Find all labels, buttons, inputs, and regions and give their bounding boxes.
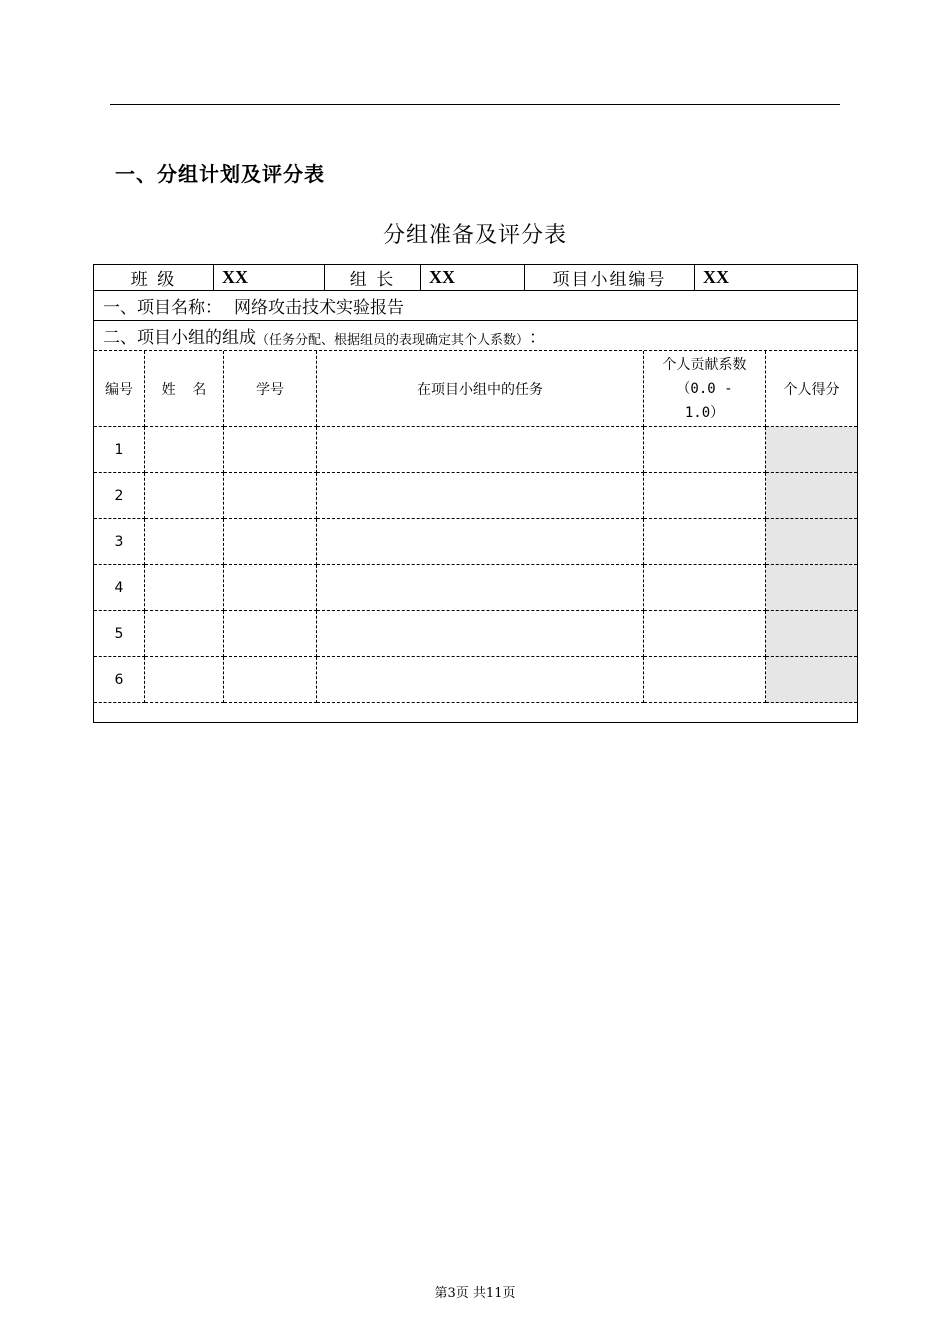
group-composition-line [103,321,546,350]
class-label: 班 级 [94,265,214,290]
score-cell[interactable] [766,611,857,657]
task-cell[interactable] [317,611,644,657]
info-row [94,265,857,291]
name-cell[interactable] [145,427,224,473]
group-composition-note: （任务分配、根据组员的表现确定其个人系数） [256,332,530,348]
coefficient-cell[interactable] [644,565,766,611]
leader-label: 组 长 [325,265,421,290]
group-no-label: 项目小组编号 [525,265,695,290]
col-header-no: 编号 [94,351,145,427]
col-header-task: 在项目小组中的任务 [317,351,644,427]
col-header-coefficient [644,351,766,427]
member-table [94,351,857,703]
group-composition-row [94,321,857,351]
task-cell[interactable] [317,473,644,519]
project-name-line [103,291,404,320]
group-composition-colon: ： [529,328,547,348]
name-cell[interactable] [145,657,224,703]
coefficient-cell[interactable] [644,657,766,703]
student-id-cell[interactable] [224,611,317,657]
header-rule [110,104,840,105]
col-header-student-id: 学号 [224,351,317,427]
score-cell[interactable] [766,565,857,611]
group-composition-label: 二、项目小组的组成 [103,328,256,348]
row-number: 6 [94,657,145,703]
project-name-row [94,291,857,321]
col-header-coefficient-line2: （0.0 - [676,380,733,397]
coefficient-cell[interactable] [644,519,766,565]
score-cell[interactable] [766,427,857,473]
score-cell[interactable] [766,657,857,703]
page-footer: 第3页 共11页 [434,1286,516,1301]
project-name-value[interactable]: 网络攻击技术实验报告 [234,298,404,318]
row-number: 1 [94,427,145,473]
task-cell[interactable] [317,427,644,473]
student-id-cell[interactable] [224,519,317,565]
score-cell[interactable] [766,519,857,565]
row-number: 5 [94,611,145,657]
name-cell[interactable] [145,611,224,657]
class-value[interactable]: XX [214,265,325,290]
table-title: 分组准备及评分表 [382,223,567,248]
leader-value[interactable]: XX [421,265,525,290]
row-number: 3 [94,519,145,565]
col-header-coefficient-line1: 个人贡献系数 [662,356,747,373]
col-header-name: 姓 名 [145,351,224,427]
student-id-cell[interactable] [224,657,317,703]
student-id-cell[interactable] [224,473,317,519]
row-number: 2 [94,473,145,519]
name-cell[interactable] [145,565,224,611]
name-cell[interactable] [145,473,224,519]
coefficient-cell[interactable] [644,611,766,657]
task-cell[interactable] [317,657,644,703]
task-cell[interactable] [317,519,644,565]
score-cell[interactable] [766,473,857,519]
coefficient-cell[interactable] [644,427,766,473]
coefficient-cell[interactable] [644,473,766,519]
grouping-score-form [93,264,858,723]
col-header-score: 个人得分 [766,351,857,427]
col-header-coefficient-line3: 1.0） [684,404,725,421]
task-cell[interactable] [317,565,644,611]
row-number: 4 [94,565,145,611]
group-no-value[interactable]: XX [703,267,729,287]
student-id-cell[interactable] [224,427,317,473]
section-heading: 一、分组计划及评分表 [115,162,325,186]
student-id-cell[interactable] [224,565,317,611]
project-name-label: 一、项目名称： [103,298,222,318]
name-cell[interactable] [145,519,224,565]
